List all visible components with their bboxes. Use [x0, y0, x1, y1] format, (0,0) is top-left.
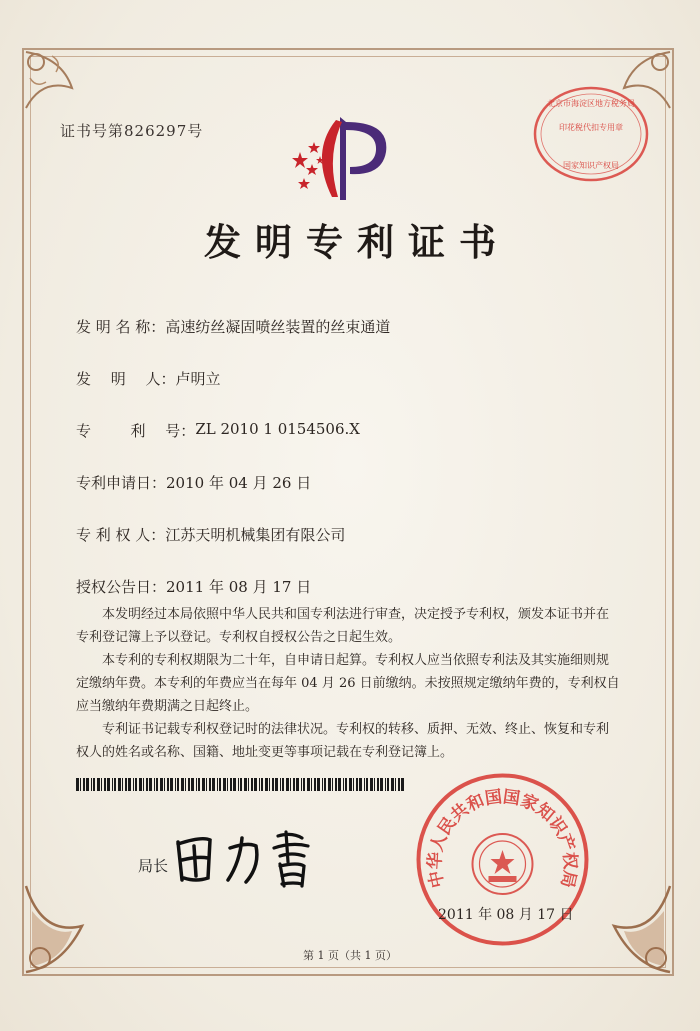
- tax-stamp-seal: [532, 84, 650, 184]
- field-label: 专 利 号：: [76, 422, 196, 440]
- barcode-bar: [332, 778, 333, 791]
- barcode-bar: [343, 778, 344, 791]
- barcode-bar: [133, 778, 134, 791]
- barcode-bar: [212, 778, 215, 791]
- barcode-bar: [248, 778, 249, 791]
- barcode-bar: [364, 778, 365, 791]
- barcode-bar: [104, 778, 106, 791]
- barcode-bar: [391, 778, 394, 791]
- barcode-bar: [101, 778, 102, 791]
- barcode-bar: [280, 778, 281, 791]
- barcode-bar: [83, 778, 85, 791]
- barcode-bar: [114, 778, 116, 791]
- barcode-bar: [149, 778, 152, 791]
- statement-paragraphs: [76, 603, 621, 764]
- barcode-bar: [219, 778, 221, 791]
- barcode-bar: [209, 778, 211, 791]
- barcode-bar: [395, 778, 396, 791]
- barcode-bar: [202, 778, 205, 791]
- field-value: 江苏天明机械集团有限公司: [165, 526, 346, 544]
- barcode-bar: [206, 778, 207, 791]
- barcode-bar: [91, 778, 92, 791]
- barcode-bar: [272, 778, 274, 791]
- field-label: 发 明 名 称：: [76, 318, 166, 336]
- barcode-bar: [196, 778, 197, 791]
- field-label: 专 利 权 人：: [76, 526, 166, 544]
- barcode-bar: [86, 778, 89, 791]
- barcode-bar: [164, 778, 165, 791]
- barcode-bar: [230, 778, 232, 791]
- barcode-bar: [112, 778, 113, 791]
- barcode: [76, 778, 404, 791]
- seal-text: 中华人民共和国国家知识产权局: [425, 787, 580, 890]
- patent-office-logo: [280, 112, 400, 204]
- barcode-bar: [80, 778, 81, 791]
- barcode-bar: [240, 778, 242, 791]
- barcode-bar: [293, 778, 295, 791]
- director-signature: [168, 822, 338, 892]
- field-label: 授权公告日：: [76, 578, 167, 596]
- seal-text: 国家知识产权局: [563, 161, 619, 170]
- barcode-bar: [296, 778, 299, 791]
- barcode-bar: [356, 778, 358, 791]
- barcode-bar: [143, 778, 144, 791]
- barcode-bar: [122, 778, 123, 791]
- barcode-bar: [275, 778, 278, 791]
- barcode-bar: [286, 778, 289, 791]
- field-value: ZL 2010 1 0154506.X: [195, 420, 360, 438]
- seal-text: 印花税代扣专用章: [559, 123, 623, 132]
- barcode-bar: [107, 778, 110, 791]
- barcode-bar: [380, 778, 383, 791]
- field-label: 发 明 人：: [76, 370, 176, 388]
- barcode-bar: [93, 778, 95, 791]
- barcode-bar: [191, 778, 194, 791]
- barcode-bar: [139, 778, 142, 791]
- barcode-bar: [97, 778, 100, 791]
- barcode-bar: [387, 778, 389, 791]
- barcode-bar: [125, 778, 127, 791]
- barcode-bar: [181, 778, 184, 791]
- barcode-bar: [359, 778, 362, 791]
- statement-paragraph: 本发明经过本局依照中华人民共和国专利法进行审查，决定授予专利权，颁发本证书并在专利登记簿上予以登记。专利权自授权公告之日起生效。: [76, 607, 610, 645]
- field-grant-date: [76, 576, 311, 597]
- field-label: 专利申请日：: [76, 474, 167, 492]
- barcode-bar: [317, 778, 320, 791]
- barcode-bar: [314, 778, 316, 791]
- seal-date: 2011 年 08 月 17 日: [438, 907, 574, 923]
- barcode-bar: [385, 778, 386, 791]
- barcode-bar: [146, 778, 148, 791]
- barcode-bar: [227, 778, 228, 791]
- barcode-bar: [282, 778, 284, 791]
- field-application-date: [76, 472, 311, 493]
- barcode-bar: [311, 778, 312, 791]
- field-value: 2011 年 08 月 17 日: [166, 578, 312, 596]
- page-number: 第 1 页（共 1 页）: [303, 949, 397, 962]
- barcode-bar: [345, 778, 347, 791]
- barcode-bar: [135, 778, 137, 791]
- document-title: 发明专利证书: [204, 220, 510, 264]
- field-patentee: [76, 524, 345, 545]
- barcode-bar: [156, 778, 158, 791]
- statement-paragraph: 本专利的专利权期限为二十年，自申请日起算。专利权人应当依照专利法及其实施细则规定缴纳年费。本专利的年费应当在每年 04 月 26 日前缴纳。未按照规定缴纳年费的，专利权自应当缴纳年费期满之日起终止。: [76, 653, 620, 714]
- barcode-bar: [366, 778, 368, 791]
- barcode-bar: [244, 778, 247, 791]
- barcode-bar: [259, 778, 260, 791]
- barcode-bar: [374, 778, 375, 791]
- statement-paragraph: 专利证书记载专利权登记时的法律状况。专利权的转移、质押、无效、终止、恢复和专利权人的姓名或名称、国籍、地址变更等事项记载在专利登记簿上。: [76, 722, 610, 760]
- certificate-number: 证书号第826297号: [60, 122, 204, 140]
- barcode-bar: [290, 778, 291, 791]
- barcode-bar: [328, 778, 331, 791]
- barcode-bar: [398, 778, 400, 791]
- barcode-bar: [335, 778, 337, 791]
- barcode-bar: [198, 778, 200, 791]
- barcode-bar: [307, 778, 310, 791]
- barcode-bar: [185, 778, 186, 791]
- svg-text:中华人民共和国国家知识产权局: [424, 787, 581, 890]
- barcode-bar: [265, 778, 268, 791]
- barcode-bar: [349, 778, 352, 791]
- barcode-bar: [324, 778, 326, 791]
- seal-text: 北京市海淀区地方税务局: [547, 99, 635, 108]
- field-invention-name: [76, 316, 390, 337]
- barcode-bar: [233, 778, 236, 791]
- barcode-bar: [188, 778, 190, 791]
- barcode-bar: [322, 778, 323, 791]
- field-patent-number: [76, 420, 360, 441]
- barcode-bar: [254, 778, 257, 791]
- barcode-bar: [338, 778, 341, 791]
- barcode-bar: [175, 778, 176, 791]
- barcode-bar: [177, 778, 179, 791]
- barcode-bar: [223, 778, 226, 791]
- field-value: 卢明立: [175, 370, 221, 388]
- barcode-bar: [301, 778, 302, 791]
- field-value: 高速纺丝凝固喷丝装置的丝束通道: [165, 318, 391, 336]
- barcode-bar: [167, 778, 169, 791]
- barcode-bar: [76, 778, 79, 791]
- barcode-bar: [217, 778, 218, 791]
- barcode-bar: [128, 778, 131, 791]
- corner-ornament: [22, 48, 142, 158]
- field-inventor: [76, 368, 221, 389]
- field-value: 2010 年 04 月 26 日: [166, 474, 312, 492]
- barcode-bar: [261, 778, 263, 791]
- barcode-bar: [303, 778, 305, 791]
- barcode-bar: [401, 778, 404, 791]
- barcode-bar: [170, 778, 173, 791]
- barcode-bar: [118, 778, 121, 791]
- barcode-bar: [353, 778, 354, 791]
- barcode-bar: [154, 778, 155, 791]
- barcode-bar: [160, 778, 163, 791]
- barcode-bar: [238, 778, 239, 791]
- barcode-bar: [377, 778, 379, 791]
- barcode-bar: [370, 778, 373, 791]
- director-label: 局长: [138, 857, 169, 875]
- barcode-bar: [251, 778, 253, 791]
- barcode-bar: [269, 778, 270, 791]
